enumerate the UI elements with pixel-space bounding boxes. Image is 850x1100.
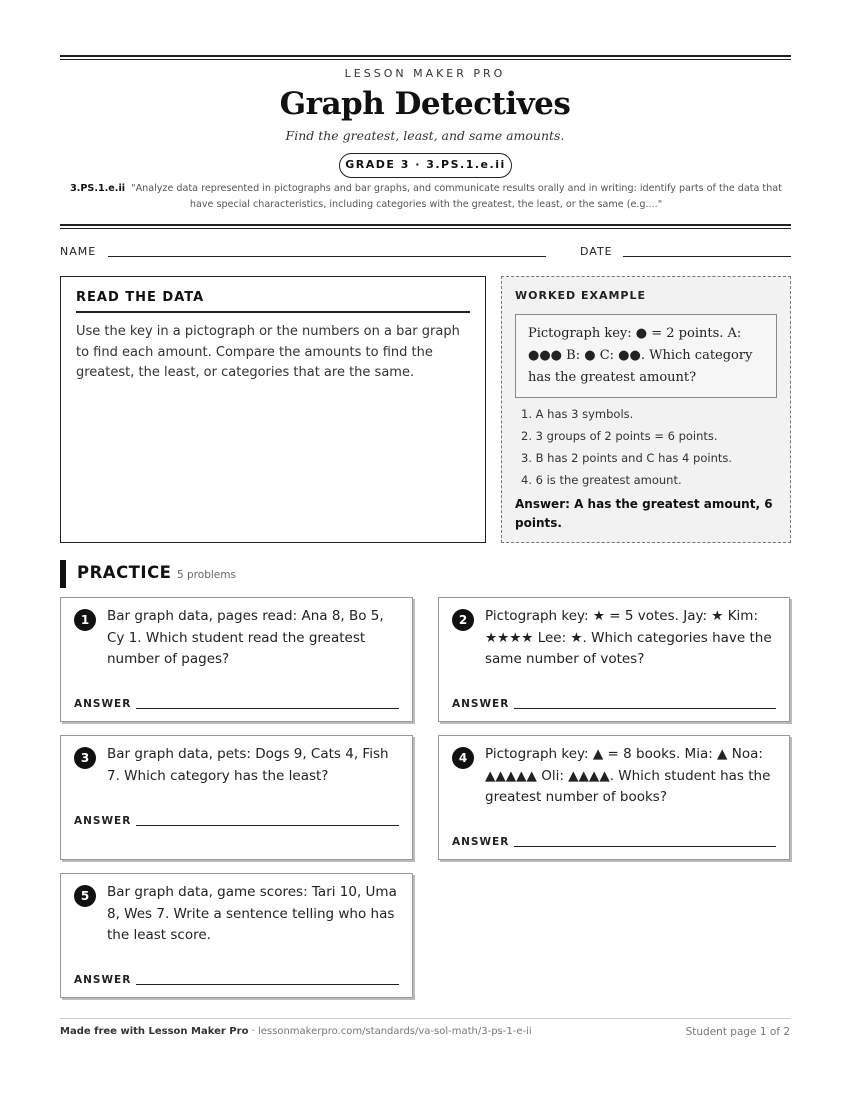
date-label: DATE — [580, 245, 613, 258]
standard-description — [66, 181, 786, 213]
answer-field[interactable] — [136, 984, 399, 985]
date-field[interactable] — [623, 256, 791, 257]
problem-card-1 — [60, 597, 413, 722]
problem-card-2 — [438, 597, 790, 722]
read-the-data-panel — [60, 276, 486, 543]
problem-text: Bar graph data, pages read: Ana 8, Bo 5, Cy 1. Which student read the greatest number of pages? — [107, 608, 384, 667]
answer-field[interactable] — [514, 708, 776, 709]
problem-card-5 — [60, 873, 413, 998]
problem-number: 5 — [74, 885, 96, 907]
read-the-data-body: Use the key in a pictograph or the numbers on a bar graph to find each amount. Compare the amounts to find the greatest, the least, or categories that are the same. — [76, 324, 460, 380]
standard-code: 3.PS.1.e.ii — [70, 183, 126, 194]
answer-field[interactable] — [136, 708, 399, 709]
practice-accent-bar — [60, 560, 66, 588]
practice-count: 5 problems — [177, 569, 236, 581]
problem-number: 2 — [452, 609, 474, 631]
answer-field[interactable] — [136, 825, 399, 826]
practice-title: PRACTICE — [77, 563, 172, 582]
footer-url[interactable]: · lessonmakerpro.com/standards/va-sol-math/3-ps-1-e-ii — [248, 1026, 532, 1037]
problem-number: 4 — [452, 747, 474, 769]
answer-label: ANSWER — [74, 815, 132, 827]
worked-step: 3. B has 2 points and C has 4 points. — [521, 451, 733, 465]
answer-field[interactable] — [514, 846, 776, 847]
worked-step: 1. A has 3 symbols. — [521, 407, 634, 421]
problem-number: 3 — [74, 747, 96, 769]
page-subtitle: Find the greatest, least, and same amounts. — [285, 128, 565, 143]
answer-label: ANSWER — [74, 698, 132, 710]
standard-text: "Analyze data represented in pictographs and bar graphs, and communicate results orally and in writing: identify parts of the data that have special characteristics, including categories with the greatest, the least, or the same (e.g...." — [131, 183, 782, 210]
worked-example-answer: Answer: A has the greatest amount, 6 points. — [515, 497, 773, 530]
problem-card-3 — [60, 735, 413, 860]
read-the-data-title: READ THE DATA — [76, 290, 470, 313]
problem-text: Bar graph data, game scores: Tari 10, Uma 8, Wes 7. Write a sentence telling who has the least score. — [107, 884, 397, 943]
grade-badge: GRADE 3 · 3.PS.1.e.ii — [339, 153, 512, 178]
worked-example-problem: Pictograph key: ● = 2 points. A: ●●● B: ● C: ●●. Which category has the greatest amount? — [515, 314, 777, 398]
problem-text: Pictograph key: ★ = 5 votes. Jay: ★ Kim: ★★★★ Lee: ★. Which categories have the same number of votes? — [485, 608, 772, 667]
footer-divider — [60, 1018, 791, 1019]
worked-example-steps — [515, 403, 777, 491]
problem-text: Pictograph key: ▲ = 8 books. Mia: ▲ Noa: ▲▲▲▲▲ Oli: ▲▲▲▲. Which student has the greatest number of books? — [485, 746, 771, 805]
answer-label: ANSWER — [452, 698, 510, 710]
worked-step: 4. 6 is the greatest amount. — [521, 473, 682, 487]
brand-eyebrow: LESSON MAKER PRO — [344, 67, 506, 80]
problem-text: Bar graph data, pets: Dogs 9, Cats 4, Fish 7. Which category has the least? — [107, 746, 389, 784]
worked-example-title: WORKED EXAMPLE — [515, 289, 646, 302]
worked-example-panel — [501, 276, 791, 543]
header-bottom-double-rule — [60, 224, 791, 229]
footer-brand: Made free with Lesson Maker Pro — [60, 1026, 249, 1037]
footer-attribution — [60, 1026, 532, 1037]
name-label: NAME — [60, 245, 97, 258]
page-title: Graph Detectives — [279, 86, 571, 122]
answer-label: ANSWER — [452, 836, 510, 848]
footer-page-number: Student page 1 of 2 — [685, 1026, 790, 1038]
problem-card-4 — [438, 735, 790, 860]
name-field[interactable] — [108, 256, 546, 257]
problem-number: 1 — [74, 609, 96, 631]
answer-label: ANSWER — [74, 974, 132, 986]
worked-step: 2. 3 groups of 2 points = 6 points. — [521, 429, 718, 443]
top-double-rule — [60, 55, 791, 60]
